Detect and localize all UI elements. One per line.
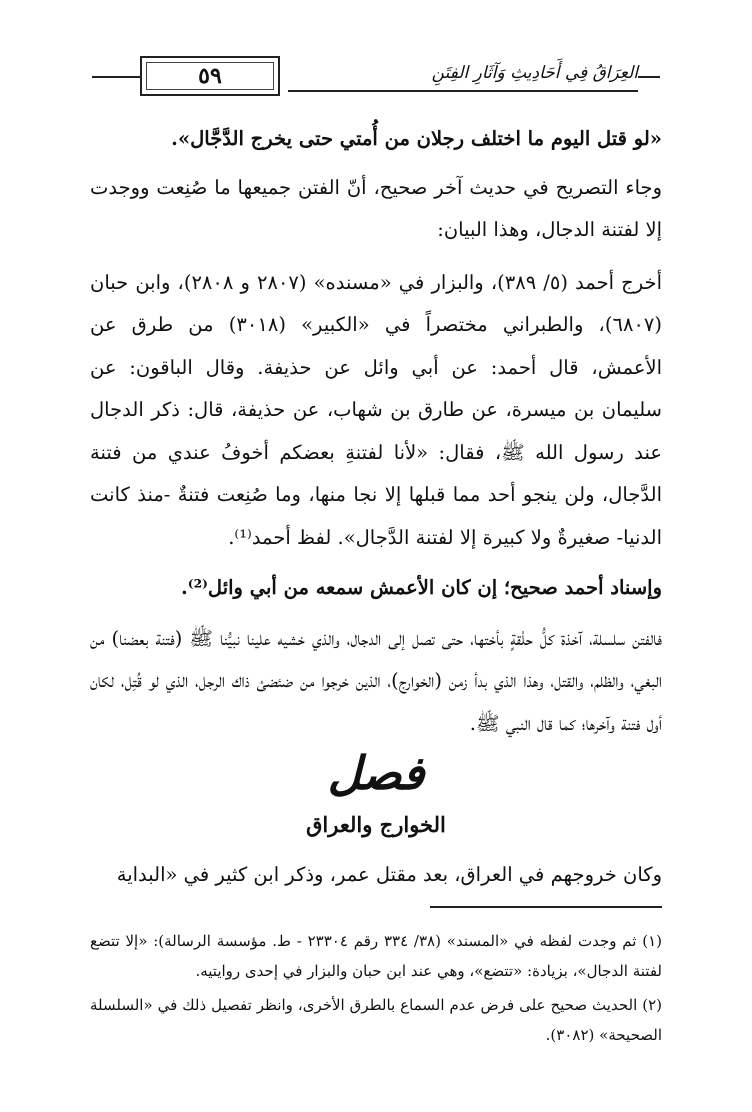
section-title: فصل xyxy=(327,746,425,800)
header-rule-right xyxy=(638,76,660,78)
footnote-1: (١) ثم وجدت لفظه في «المسند» (٣٨/ ٣٣٤ رقم ٢٣٣٠٤ - ط. مؤسسة الرسالة): «إلا تتضع لفتنة الدجال»، بزيادة: «تتضع»، وهي عند ابن حبان والبزار في إحدى روايتيه. xyxy=(90,932,663,980)
body-block-1 xyxy=(90,118,662,745)
footnote-separator xyxy=(430,906,662,908)
paragraph-khawarij: وكان خروجهم في العراق، بعد مقتل عمر، وذكر ابن كثير في «البداية xyxy=(116,863,662,886)
hadith-quote: «لو قتل اليوم ما اختلف رجلان من أُمتي حتى يخرج الدَّجَّال». xyxy=(171,127,662,150)
running-header xyxy=(92,48,660,100)
footnotes xyxy=(90,926,662,1054)
paragraph-isnad: وإسناد أحمد صحيح؛ إن كان الأعمش سمعه من أبي وائل⁽²⁾. xyxy=(180,576,662,599)
paragraph-statement: وجاء التصريح في حديث آخر صحيح، أنّ الفتن جميعها ما صُنِعت ووجدت إلا لفتنة الدجال، وهذا البيان: xyxy=(90,175,662,241)
paragraph-takhrij: أخرج أحمد (٥/ ٣٨٩)، والبزار في «مسنده» (٢٨٠٧ و ٢٨٠٨)، وابن حبان (٦٨٠٧)، والطبراني مختصراً في «الكبير» (٣٠١٨) من طرق عن الأعمش، قال أحمد: عن أبي وائل عن حذيفة. وقال الباقون: عن سليمان بن ميسرة، عن طارق بن شهاب، عن حذيفة، قال: ذكر الدجال عند رسول الله ﷺ، فقال: «لأنا لفتنةِ بعضكم أخوفُ عندي من فتنة الدَّجال، ولن ينجو أحد مما قبلها إلا نجا منها، وما صُنِعت فتنةٌ -منذ كانت الدنيا- صغيرةٌ ولا كبيرة إلا لفتنة الدَّجال». لفظ أحمد⁽¹⁾. xyxy=(90,270,662,549)
section-heading xyxy=(90,738,662,842)
footnote-2: (٢) الحديث صحيح على فرض عدم السماع بالطرق الأخرى، وانظر تفصيل ذلك في «السلسلة الصحيحة» (٣٠٨٢). xyxy=(90,996,662,1044)
running-title: العِرَاقُ فِي أَحَادِيثِ وَآثَارِ الفِتَنِ xyxy=(288,60,638,92)
paragraph-fitan-chain: فالفتن سلسلة، آخذة كلُّ حلْقةٍ بأختها، حتى تصل إلى الدجال، والذي خشيه علينا نبيُّنا ﷺ (فتنة بعضنا) من البغي، والظلم، والقتل، وهذا الذي بدأ زمن (الخوارج)، الذين خرجوا من ضئضئ ذاك الرجل، الذي لو قُتِل، لكان أول فتنة وآخرها؛ كما قال النبي ﷺ. xyxy=(90,626,662,735)
body-block-2 xyxy=(90,854,662,897)
page-number: ٥٩ xyxy=(140,56,280,96)
section-subtitle: الخوارج والعراق xyxy=(306,812,446,837)
header-rule-left xyxy=(92,76,140,78)
